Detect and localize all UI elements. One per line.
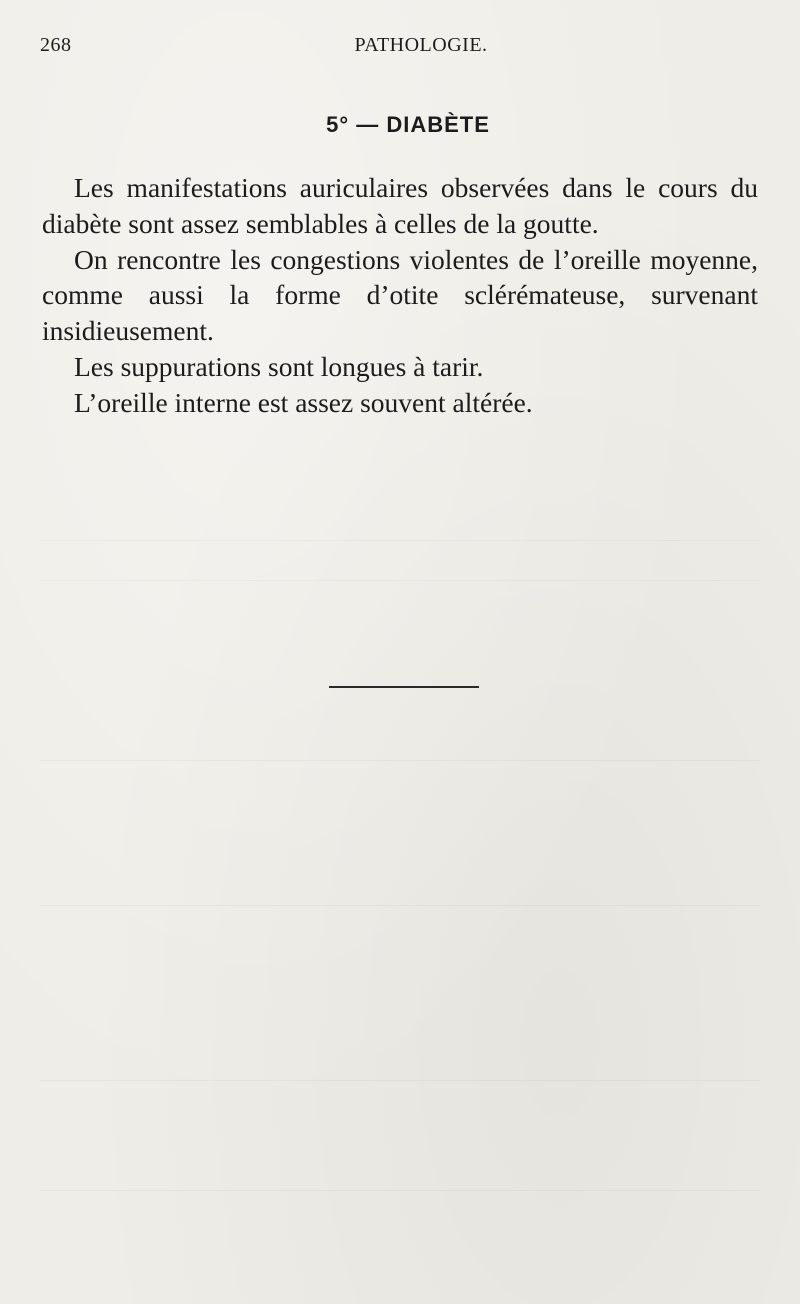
bleed-through-line (40, 540, 760, 541)
bleed-through-line (40, 905, 760, 906)
bleed-through-line (40, 580, 760, 581)
bleed-through-line (40, 1190, 760, 1191)
page-number: 268 (40, 34, 72, 56)
body-text (42, 170, 758, 421)
running-title: PATHOLOGIE. (354, 34, 488, 56)
paragraph: Les manifestations auriculaires observées dans le cours du diabète sont assez semblables à celles de la goutte. (42, 172, 758, 239)
bleed-through-line (40, 760, 760, 761)
paragraph: On rencontre les congestions violentes de l’oreille moyenne, comme aussi la forme d’otite sclérémateuse, survenant insidieusement. (42, 243, 758, 347)
paragraph: Les suppurations sont longues à tarir. (74, 350, 484, 382)
bleed-through-line (40, 1080, 760, 1081)
section-heading: 5° — DIABÈTE (326, 112, 490, 137)
running-head (40, 34, 760, 62)
paragraph: L’oreille interne est assez souvent altérée. (74, 386, 533, 418)
section-end-rule (329, 686, 479, 688)
